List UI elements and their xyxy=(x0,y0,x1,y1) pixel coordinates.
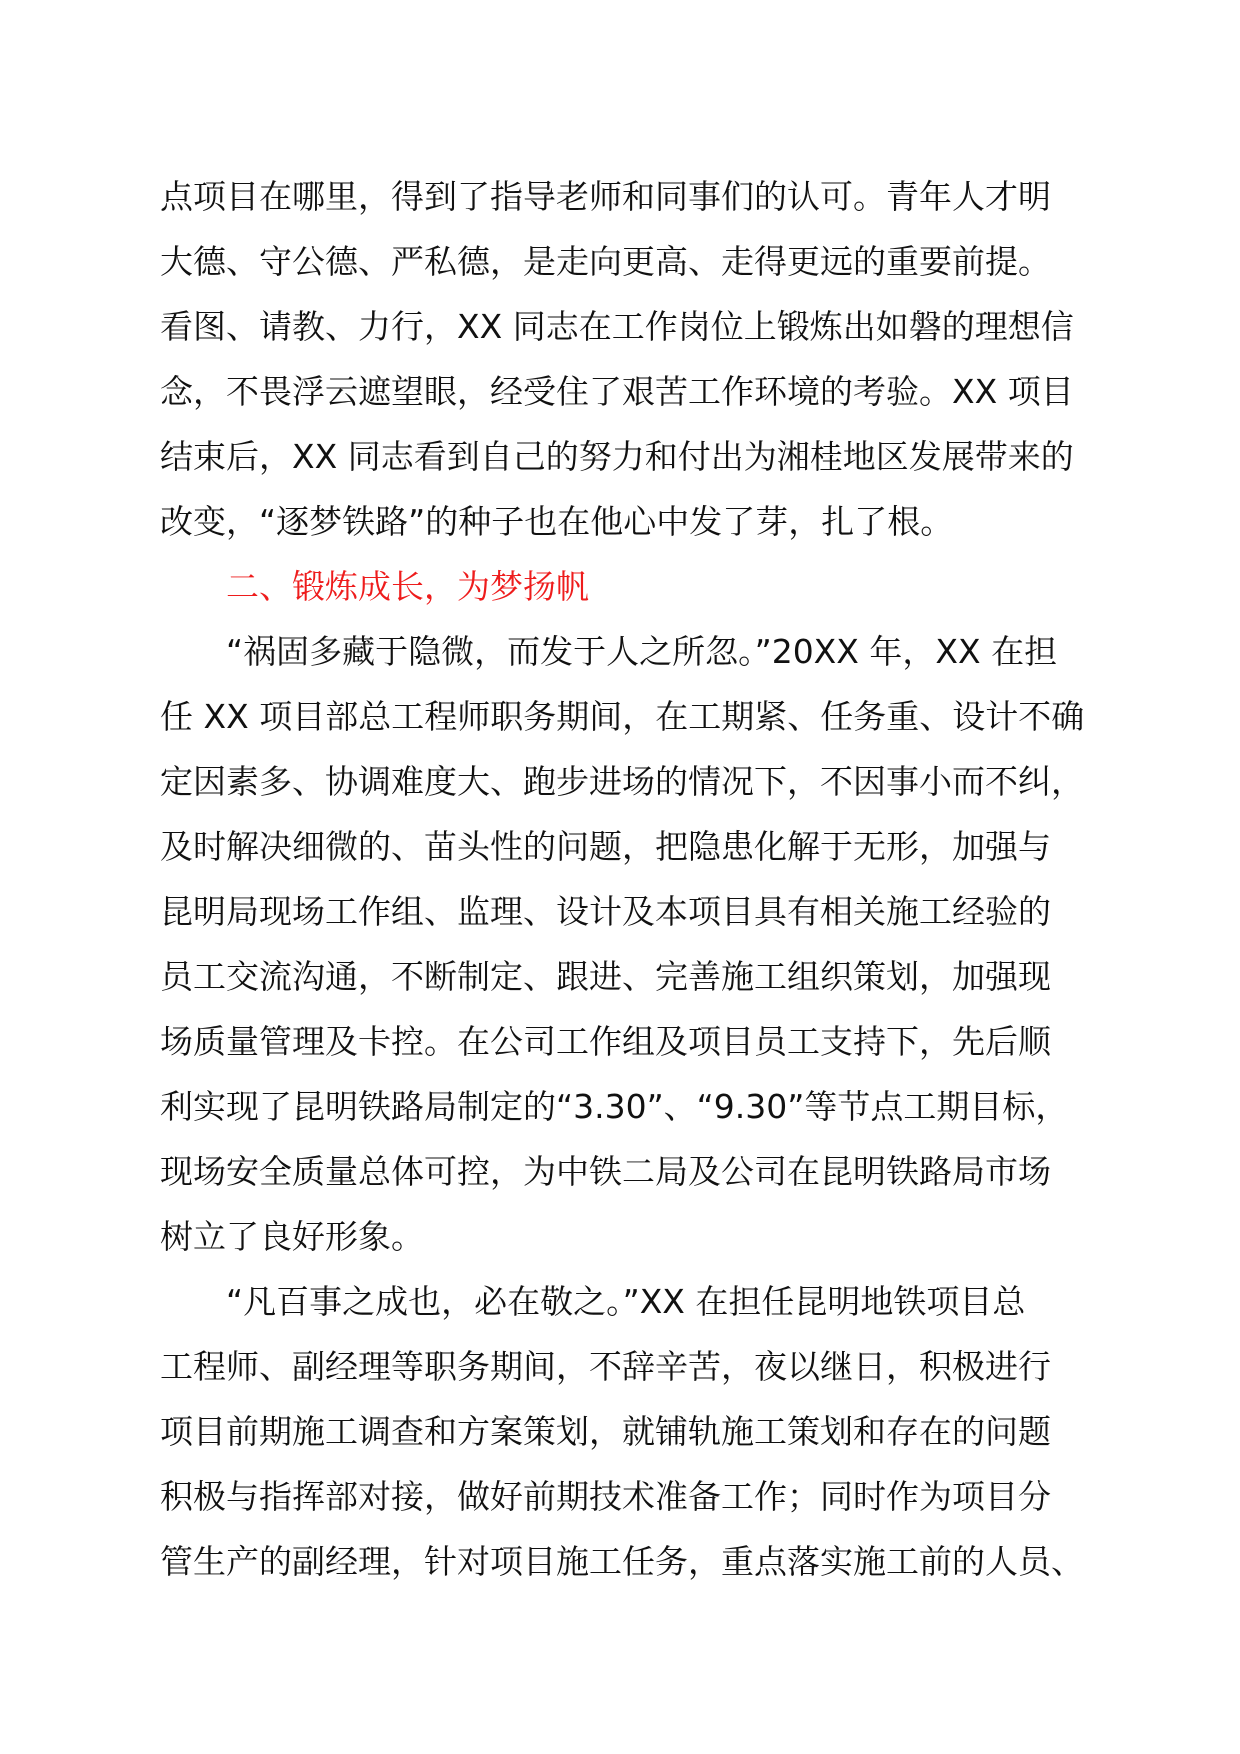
document-page xyxy=(160,164,1120,1594)
paragraph-line-15: 利实现了昆明铁路局制定的“3.30”、“9.30”等节点工期目标， xyxy=(160,1087,1069,1126)
paragraph-line-4: 念，不畏浮云遮望眼，经受住了艰苦工作环境的考验。XX 项目 xyxy=(160,372,1074,411)
paragraph-line-2: 大德、守公德、严私德，是走向更高、走得更远的重要前提。 xyxy=(160,242,1051,281)
paragraph-line-17: 树立了良好形象。 xyxy=(160,1217,424,1256)
paragraph-line-19: 工程师、副经理等职务期间，不辞辛苦，夜以继日，积极进行 xyxy=(160,1347,1051,1386)
paragraph-line-6: 改变，“逐梦铁路”的种子也在他心中发了芽，扎了根。 xyxy=(160,502,954,541)
paragraph-line-5: 结束后，XX 同志看到自己的努力和付出为湘桂地区发展带来的 xyxy=(160,437,1074,476)
section-heading: 二、锻炼成长，为梦扬帆 xyxy=(226,567,589,606)
paragraph-line-11: 及时解决细微的、苗头性的问题，把隐患化解于无形，加强与 xyxy=(160,827,1051,866)
paragraph-line-13: 员工交流沟通，不断制定、跟进、完善施工组织策划，加强现 xyxy=(160,957,1051,996)
paragraph-line-8: “祸固多藏于隐微，而发于人之所忽。”20XX 年，XX 在担 xyxy=(226,632,1058,671)
paragraph-line-1: 点项目在哪里，得到了指导老师和同事们的认可。青年人才明 xyxy=(160,177,1051,216)
paragraph-line-3: 看图、请教、力行，XX 同志在工作岗位上锻炼出如磐的理想信 xyxy=(160,307,1074,346)
paragraph-line-9: 任 XX 项目部总工程师职务期间，在工期紧、任务重、设计不确 xyxy=(160,697,1085,736)
paragraph-line-20: 项目前期施工调查和方案策划，就铺轨施工策划和存在的问题 xyxy=(160,1412,1051,1451)
paragraph-line-21: 积极与指挥部对接，做好前期技术准备工作；同时作为项目分 xyxy=(160,1477,1051,1516)
paragraph-line-22: 管生产的副经理，针对项目施工任务，重点落实施工前的人员、 xyxy=(160,1542,1084,1581)
paragraph-line-14: 场质量管理及卡控。在公司工作组及项目员工支持下，先后顺 xyxy=(160,1022,1051,1061)
paragraph-line-10: 定因素多、协调难度大、跑步进场的情况下，不因事小而不纠， xyxy=(160,762,1084,801)
paragraph-line-12: 昆明局现场工作组、监理、设计及本项目具有相关施工经验的 xyxy=(160,892,1051,931)
paragraph-line-18: “凡百事之成也，必在敬之。”XX 在担任昆明地铁项目总 xyxy=(226,1282,1026,1321)
paragraph-line-16: 现场安全质量总体可控，为中铁二局及公司在昆明铁路局市场 xyxy=(160,1152,1051,1191)
